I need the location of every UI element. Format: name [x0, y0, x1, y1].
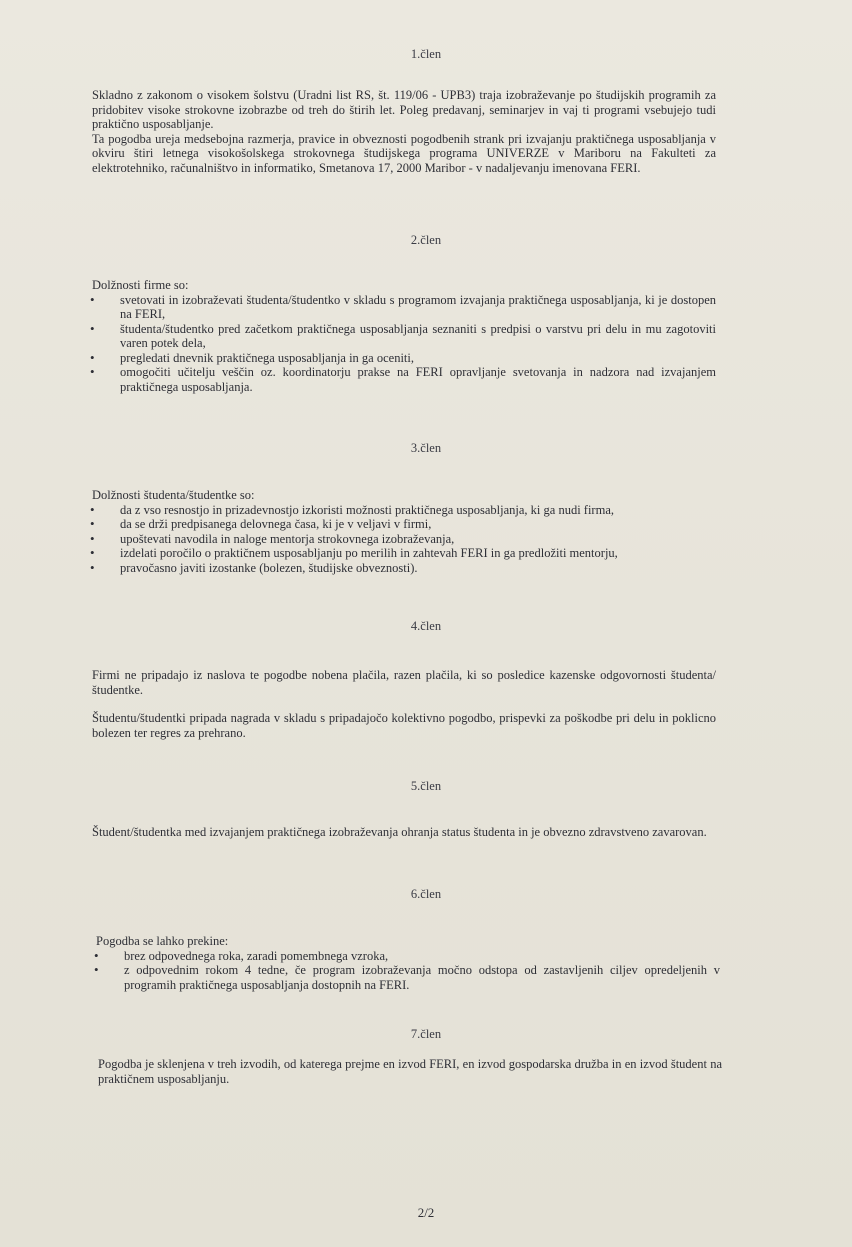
article-6-list — [96, 949, 720, 993]
list-item: • brez odpovednega roka, zaradi pomembnega vzroka, — [96, 949, 720, 964]
article-1-heading: 1.člen — [410, 47, 442, 61]
article-1-paragraph-1: Skladno z zakonom o visokem šolstvu (Uradni list RS, št. 119/06 - UPB3) traja izobraževanje po študijskih programih za pridobitev visoke strokovne izobrazbe od treh do štirih let. Poleg predavanj, seminarjev in vaj ti programi vsebujejo tudi praktično usposabljanje. — [92, 88, 716, 131]
article-2-heading: 2.člen — [410, 233, 442, 247]
list-item: • da se drži predpisanega delovnega časa, ki je v veljavi v firmi, — [92, 517, 716, 532]
article-6-heading: 6.člen — [410, 887, 442, 901]
list-item: • študenta/študentko pred začetkom praktičnega usposabljanja seznaniti s predpisi o varstvu pri delu in mu zagotoviti varen potek dela, — [92, 322, 716, 351]
list-item: • izdelati poročilo o praktičnem usposabljanju po merilih in zahtevah FERI in ga predložiti mentorju, — [92, 546, 716, 561]
article-4-paragraph-2: Študentu/študentki pripada nagrada v skladu s pripadajočo kolektivno pogodbo, prispevki za poškodbe pri delu in poklicno bolezen ter regres za prehrano. — [92, 711, 716, 740]
article-3-intro: Dolžnosti študenta/študentke so: — [92, 488, 255, 502]
article-5-paragraph-1: Študent/študentka med izvajanjem praktičnega izobraževanja ohranja status študenta in je obvezno zdravstveno zavarovan. — [92, 825, 707, 839]
article-6-intro: Pogodba se lahko prekine: — [96, 934, 229, 948]
article-6-body — [96, 934, 720, 992]
article-7-paragraph-1: Pogodba je sklenjena v treh izvodih, od katerega prejme en izvod FERI, en izvod gospodarska družba in en izvod študent na praktičnem usposabljanju. — [98, 1057, 722, 1086]
list-item: • svetovati in izobraževati študenta/študentko v skladu s programom izvajanja praktičnega usposabljanja, ki je dostopen na FERI, — [92, 293, 716, 322]
article-3-body — [92, 488, 716, 575]
list-item: • upoštevati navodila in naloge mentorja strokovnega izobraževanja, — [92, 532, 716, 547]
article-5-heading: 5.člen — [410, 779, 442, 793]
article-1-paragraph-2: Ta pogodba ureja medsebojna razmerja, pravice in obveznosti pogodbenih strank pri izvajanju praktičnega usposabljanja v okviru štiri letnega visokošolskega strokovnega študijskega programa UNIVERZE v Mariboru na Fakulteti za elektrotehniko, računalništvo in informatiko, Smetanova 17, 2000 Maribor - v nadaljevanju imenovana FERI. — [92, 131, 716, 175]
article-3-heading: 3.člen — [410, 441, 442, 455]
page-number: 2/2 — [417, 1205, 435, 1220]
article-3-list — [92, 503, 716, 576]
list-item: • pregledati dnevnik praktičnega usposabljanja in ga oceniti, — [92, 351, 716, 366]
article-2-list — [92, 293, 716, 395]
article-4-heading: 4.člen — [410, 619, 442, 633]
list-item: • da z vso resnostjo in prizadevnostjo izkoristi možnosti praktičnega usposabljanja, ki ga nudi firma, — [92, 503, 716, 518]
article-4-paragraph-1: Firmi ne pripadajo iz naslova te pogodbe nobena plačila, razen plačila, ki so posledice kazenske odgovornosti študenta/študentke. — [92, 668, 716, 697]
article-2-intro: Dolžnosti firme so: — [92, 278, 189, 292]
article-2-body — [92, 278, 716, 394]
article-7-body — [98, 1057, 722, 1086]
list-item: • z odpovednim rokom 4 tedne, če program izobraževanja močno odstopa od zastavljenih ciljev opredeljenih v programih praktičnega usposabljanja dostopnih na FERI. — [96, 963, 720, 992]
list-item: • pravočasno javiti izostanke (bolezen, študijske obveznosti). — [92, 561, 716, 576]
article-4-body — [92, 668, 716, 740]
article-7-heading: 7.člen — [410, 1027, 442, 1041]
article-1-body — [92, 88, 716, 175]
list-item: • omogočiti učitelju veščin oz. koordinatorju prakse na FERI opravljanje svetovanja in nadzora nad izvajanjem praktičnega usposabljanja. — [92, 365, 716, 394]
article-5-body — [92, 825, 716, 840]
